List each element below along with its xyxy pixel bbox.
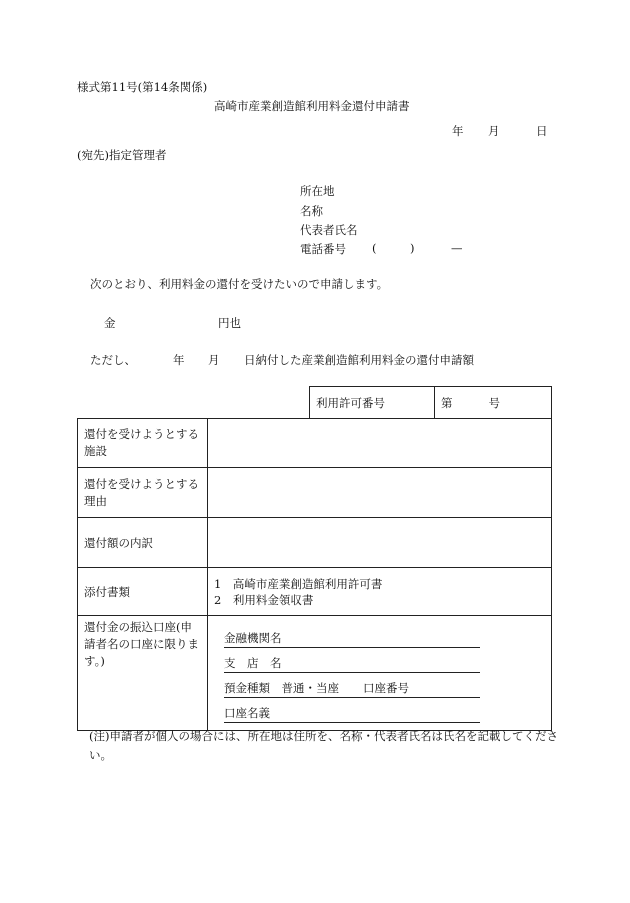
addressee: (宛先)指定管理者 (77, 148, 167, 162)
attachments-row (78, 568, 552, 616)
attachments-field (208, 568, 552, 616)
detail-month-label: 月 (208, 353, 220, 367)
reason-row (78, 468, 552, 518)
facility-label: 還付を受けようとする施設 (78, 419, 208, 468)
applicant-name-label: 名称 (300, 204, 323, 218)
attachment-item: 1 高崎市産業創造館利用許可書 (214, 576, 383, 591)
account-field (208, 616, 552, 731)
permit-label-cell (310, 387, 435, 419)
bank-account-type-label: 預金種類 普通・当座 (224, 681, 339, 695)
detail-suffix: 日納付した産業創造館利用料金の還付申請額 (244, 353, 474, 367)
bank-institution-field[interactable] (224, 630, 480, 648)
form-number: 様式第11号(第14条関係) (77, 80, 208, 94)
permit-blank-cell (78, 387, 310, 419)
detail-prefix: ただし、 (90, 353, 136, 367)
attachments-label: 添付書類 (78, 568, 208, 616)
phone-open-paren: ( (372, 241, 377, 255)
permit-number-cell[interactable] (435, 387, 552, 419)
breakdown-label: 還付額の内訳 (78, 518, 208, 568)
breakdown-field[interactable] (208, 518, 552, 568)
footnote: (注)申請者が個人の場合には、所在地は住所を、名称・代表者氏名は氏名を記載してください。 (89, 729, 558, 762)
amount-suffix: 円也 (218, 316, 241, 330)
application-table (77, 386, 552, 731)
intro-text: 次のとおり、利用料金の還付を受けたいので申請します。 (90, 277, 389, 291)
permit-label: 利用許可番号 (316, 395, 385, 410)
facility-field[interactable] (208, 419, 552, 468)
bank-branch-field[interactable] (224, 655, 480, 673)
bank-account-number-label: 口座番号 (363, 681, 409, 695)
attachment-item: 2 利用料金領収書 (214, 592, 314, 607)
bank-institution-label: 金融機関名 (224, 631, 282, 645)
amount-prefix: 金 (104, 316, 116, 330)
date-month-label: 月 (488, 124, 500, 138)
bank-branch-label: 支 店 名 (224, 656, 282, 670)
date-year-label: 年 (452, 124, 464, 138)
bank-account-holder-label: 口座名義 (224, 706, 270, 720)
bank-account-type-field[interactable] (224, 680, 480, 698)
bank-account-holder-field[interactable] (224, 705, 480, 723)
account-row (78, 616, 552, 731)
phone-close-paren: ) (410, 241, 415, 255)
reason-label: 還付を受けようとする理由 (78, 468, 208, 518)
detail-year-label: 年 (173, 353, 185, 367)
date-day-label: 日 (536, 124, 548, 138)
document-title: 高崎市産業創造館利用料金還付申請書 (214, 99, 410, 113)
applicant-representative-label: 代表者氏名 (300, 223, 358, 237)
phone-dash: — (451, 241, 463, 255)
account-label: 還付金の振込口座(申請者名の口座に限ります。) (78, 616, 208, 731)
applicant-phone-label: 電話番号 (300, 242, 346, 256)
facility-row (78, 419, 552, 468)
reason-field[interactable] (208, 468, 552, 518)
breakdown-row (78, 518, 552, 568)
applicant-address-label: 所在地 (300, 184, 335, 198)
permit-row (78, 387, 552, 419)
permit-no-prefix: 第 (441, 395, 453, 410)
permit-no-suffix: 号 (488, 395, 500, 410)
